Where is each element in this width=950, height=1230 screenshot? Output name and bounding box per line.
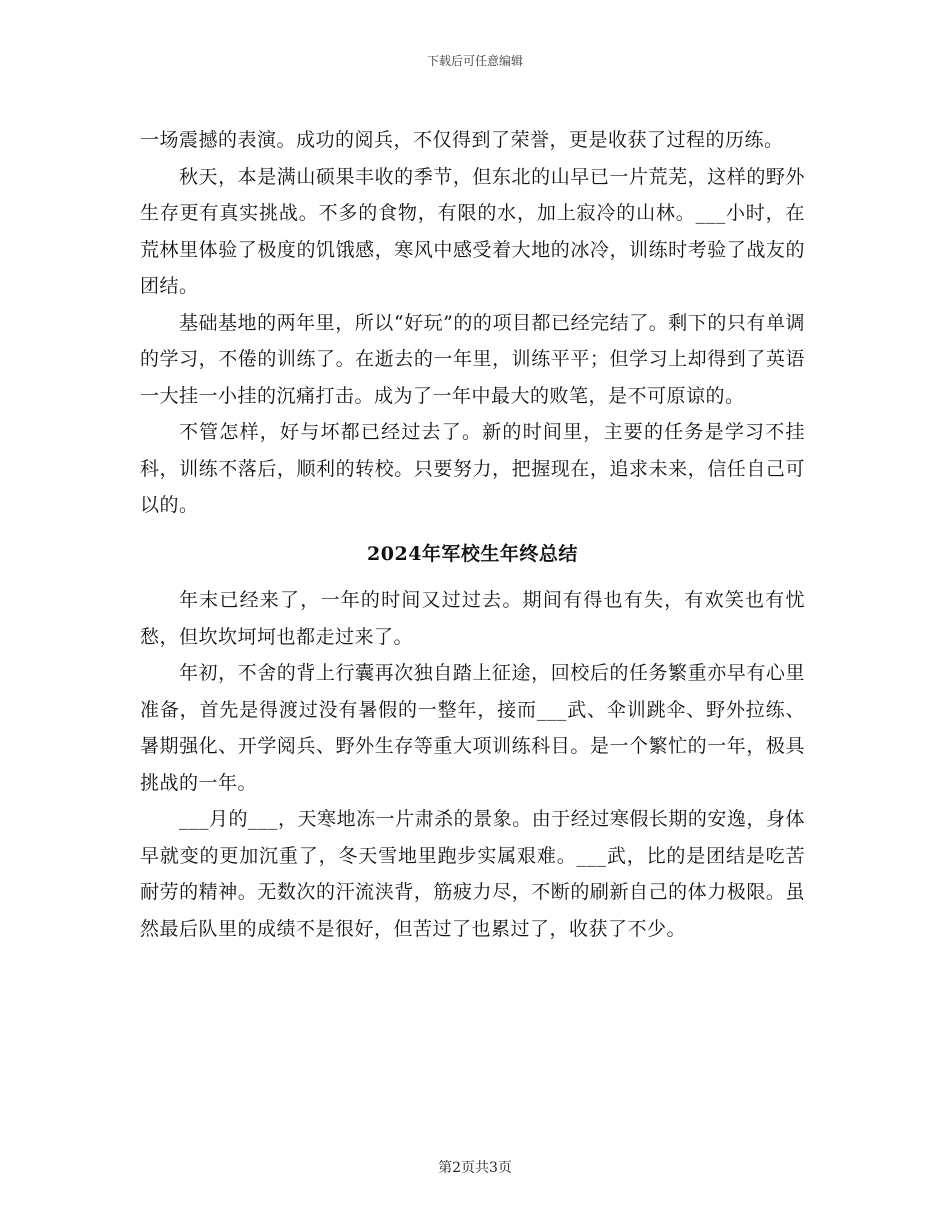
section-title: 2024年军校生年终总结 <box>367 542 578 565</box>
paragraph-conclusion: 不管怎样，好与坏都已经过去了。新的时间里，主要的任务是学习不挂科，训练不落后，顺利的转校。只要努力，把握现在，追求未来，信任自己可以的。 <box>140 421 805 516</box>
paragraph-continuation: 一场震撼的表演。成功的阅兵，不仅得到了荣誉，更是收获了过程的历练。 <box>140 129 784 151</box>
paragraph-base-years: 基础基地的两年里，所以“好玩”的的项目都已经完结了。剩下的只有单调的学习，不倦的训练了。在逝去的一年里，训练平平；但学习上却得到了英语一大挂一小挂的沉痛打击。成为了一年中最大的败笔，是不可原谅的。 <box>140 311 805 407</box>
paragraph-year-end: 年末已经来了，一年的时间又过过去。期间有得也有失，有欢笑也有忧愁，但坎坎坷坷也都走过来了。 <box>140 589 805 648</box>
page-header-note: 下载后可任意编辑 <box>426 54 523 68</box>
page-number: 第2页共3页 <box>438 1160 512 1176</box>
paragraph-year-start: 年初，不舍的背上行囊再次独自踏上征途，回校后的任务繁重亦早有心里准备，首先是得渡过没有暑假的一整年，接而___武、伞训跳伞、野外拉练、暑期强化、开学阅兵、野外生存等重大项训练科目。是一个繁忙的一年，极具挑战的一年。 <box>140 662 805 794</box>
paragraph-autumn: 秋天，本是满山硕果丰收的季节，但东北的山早已一片荒芜，这样的野外生存更有真实挑战。不多的食物，有限的水，加上寂冷的山林。___小时，在荒林里体验了极度的饥饿感，寒风中感受着大地的冰冷，训练时考验了战友的团结。 <box>140 165 805 297</box>
paragraph-winter: ___月的___，天寒地冻一片肃杀的景象。由于经过寒假长期的安逸，身体早就变的更加沉重了，冬天雪地里跑步实属艰难。___武，比的是团结是吃苦耐劳的精神。无数次的汗流浃背，筋疲力尽，不断的刷新自己的体力极限。虽然最后队里的成绩不是很好，但苦过了也累过了，收获了不少。 <box>140 808 805 940</box>
document-body <box>140 122 805 947</box>
